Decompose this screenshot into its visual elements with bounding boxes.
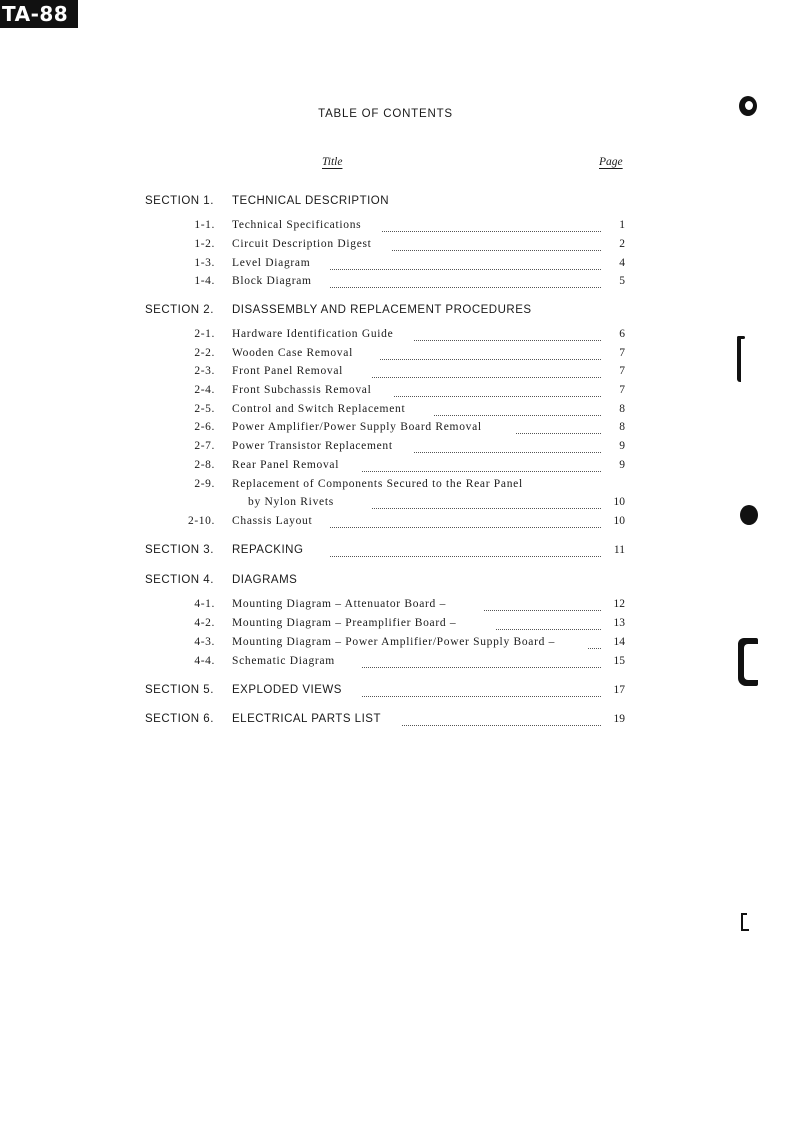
- dot-leader: [414, 442, 601, 453]
- toc-entry-2-2[interactable]: [0, 345, 793, 361]
- entry-page: 9: [619, 440, 625, 452]
- dot-leader: [484, 600, 601, 611]
- entry-page: 10: [613, 496, 625, 508]
- entry-page: 2: [619, 238, 625, 250]
- section-number: SECTION 4.: [145, 574, 214, 586]
- entry-title: Control and Switch Replacement: [232, 403, 406, 415]
- entry-number: 4-3.: [194, 636, 215, 648]
- entry-title: Mounting Diagram – Preamplifier Board –: [232, 617, 457, 629]
- entry-page: 9: [619, 459, 625, 471]
- entry-title: Front Panel Removal: [232, 365, 344, 377]
- toc-entry-2-10[interactable]: [0, 513, 793, 529]
- section-4-heading[interactable]: [0, 572, 793, 588]
- entry-title: Technical Specifications: [232, 219, 362, 231]
- entry-title: Schematic Diagram: [232, 655, 335, 667]
- entry-number: 2-6.: [194, 421, 215, 433]
- toc-entry-4-1[interactable]: [0, 596, 793, 612]
- section-number: SECTION 1.: [145, 195, 214, 207]
- dot-leader: [588, 638, 601, 649]
- toc-entry-2-9-continued[interactable]: [0, 494, 793, 510]
- dot-leader: [330, 517, 601, 528]
- entry-title: Rear Panel Removal: [232, 459, 340, 471]
- section-title: REPACKING: [232, 544, 304, 556]
- entry-title: Power Transistor Replacement: [232, 440, 393, 452]
- toc-entry-2-1[interactable]: [0, 326, 793, 342]
- entry-number: 2-8.: [194, 459, 215, 471]
- entry-title: Hardware Identification Guide: [232, 328, 394, 340]
- dot-leader: [402, 715, 601, 726]
- toc-entry-1-1[interactable]: [0, 217, 793, 233]
- dot-leader: [380, 349, 601, 360]
- dot-leader: [392, 240, 601, 251]
- section-title: ELECTRICAL PARTS LIST: [232, 713, 381, 725]
- entry-title: Mounting Diagram – Attenuator Board –: [232, 598, 447, 610]
- section-title: EXPLODED VIEWS: [232, 684, 342, 696]
- entry-number: 4-1.: [194, 598, 215, 610]
- binder-clip-mark: [737, 336, 741, 382]
- entry-number: 2-1.: [194, 328, 215, 340]
- toc-entry-1-3[interactable]: [0, 255, 793, 271]
- section-6-heading[interactable]: [0, 711, 793, 727]
- entry-page: 6: [619, 328, 625, 340]
- entry-title: Block Diagram: [232, 275, 312, 287]
- entry-number: 4-2.: [194, 617, 215, 629]
- dot-leader: [382, 221, 601, 232]
- entry-number: 2-3.: [194, 365, 215, 377]
- dot-leader: [496, 619, 601, 630]
- dot-leader: [372, 498, 601, 509]
- section-title: DISASSEMBLY AND REPLACEMENT PROCEDURES: [232, 304, 532, 316]
- toc-entry-4-3[interactable]: [0, 634, 793, 650]
- entry-number: 2-4.: [194, 384, 215, 396]
- dot-leader: [330, 277, 601, 288]
- dot-leader: [372, 367, 601, 378]
- dot-leader: [362, 461, 601, 472]
- dot-leader: [434, 405, 601, 416]
- dot-leader: [362, 657, 601, 668]
- section-page: 19: [613, 713, 625, 725]
- toc-entry-2-6[interactable]: [0, 419, 793, 435]
- entry-number: 2-10.: [188, 515, 215, 527]
- entry-title: Level Diagram: [232, 257, 311, 269]
- entry-page: 7: [619, 384, 625, 396]
- entry-page: 7: [619, 365, 625, 377]
- entry-page: 12: [613, 598, 625, 610]
- entry-title: Circuit Description Digest: [232, 238, 372, 250]
- model-tag: TA-88: [0, 0, 78, 28]
- entry-title: Wooden Case Removal: [232, 347, 353, 359]
- toc-entry-2-7[interactable]: [0, 438, 793, 454]
- section-number: SECTION 6.: [145, 713, 214, 725]
- entry-title: Chassis Layout: [232, 515, 313, 527]
- entry-page: 10: [613, 515, 625, 527]
- dot-leader: [516, 423, 601, 434]
- entry-number: 1-4.: [194, 275, 215, 287]
- toc-entry-2-9[interactable]: [0, 476, 793, 492]
- entry-page: 8: [619, 403, 625, 415]
- entry-title: Power Amplifier/Power Supply Board Removal: [232, 421, 482, 433]
- entry-number: 4-4.: [194, 655, 215, 667]
- toc-entry-4-4[interactable]: [0, 653, 793, 669]
- dot-leader: [414, 330, 601, 341]
- entry-title: Replacement of Components Secured to the Rear Panel: [232, 478, 523, 490]
- section-2-heading[interactable]: [0, 302, 793, 318]
- entry-number: 1-1.: [194, 219, 215, 231]
- entry-number: 2-5.: [194, 403, 215, 415]
- entry-number: 1-3.: [194, 257, 215, 269]
- binder-clip-mark: [741, 913, 743, 931]
- toc-entry-1-2[interactable]: [0, 236, 793, 252]
- entry-page: 13: [613, 617, 625, 629]
- dot-leader: [394, 386, 601, 397]
- section-number: SECTION 2.: [145, 304, 214, 316]
- section-5-heading[interactable]: [0, 682, 793, 698]
- section-3-heading[interactable]: [0, 542, 793, 558]
- section-number: SECTION 3.: [145, 544, 214, 556]
- toc-entry-2-8[interactable]: [0, 457, 793, 473]
- entry-page: 4: [619, 257, 625, 269]
- binder-clip-mark: [738, 638, 758, 686]
- dot-leader: [330, 259, 601, 270]
- toc-entry-4-2[interactable]: [0, 615, 793, 631]
- section-number: SECTION 5.: [145, 684, 214, 696]
- dot-leader: [330, 546, 601, 557]
- toc-entry-2-4[interactable]: [0, 382, 793, 398]
- toc-entry-2-3[interactable]: [0, 363, 793, 379]
- toc-entry-1-4[interactable]: [0, 273, 793, 289]
- section-title: DIAGRAMS: [232, 574, 298, 586]
- entry-page: 1: [619, 219, 625, 231]
- entry-page: 14: [613, 636, 625, 648]
- section-1-heading[interactable]: [0, 193, 793, 209]
- entry-number: 2-2.: [194, 347, 215, 359]
- entry-page: 8: [619, 421, 625, 433]
- entry-number: 2-7.: [194, 440, 215, 452]
- entry-title-continuation: by Nylon Rivets: [248, 496, 334, 508]
- binder-hole-mark: [740, 505, 758, 525]
- section-page: 11: [613, 544, 625, 556]
- title-column-header: Title: [322, 156, 343, 168]
- entry-number: 2-9.: [194, 478, 215, 490]
- page-title-text: TABLE OF CONTENTS: [318, 108, 453, 120]
- entry-page: 5: [619, 275, 625, 287]
- entry-page: 15: [613, 655, 625, 667]
- section-page: 17: [613, 684, 625, 696]
- dot-leader: [362, 686, 601, 697]
- section-title: TECHNICAL DESCRIPTION: [232, 195, 390, 207]
- binder-hole-mark: [739, 96, 757, 116]
- entry-number: 1-2.: [194, 238, 215, 250]
- page-column-header: Page: [599, 156, 623, 168]
- entry-title: Mounting Diagram – Power Amplifier/Power Supply Board –: [232, 636, 556, 648]
- entry-page: 7: [619, 347, 625, 359]
- entry-title: Front Subchassis Removal: [232, 384, 372, 396]
- toc-entry-2-5[interactable]: [0, 401, 793, 417]
